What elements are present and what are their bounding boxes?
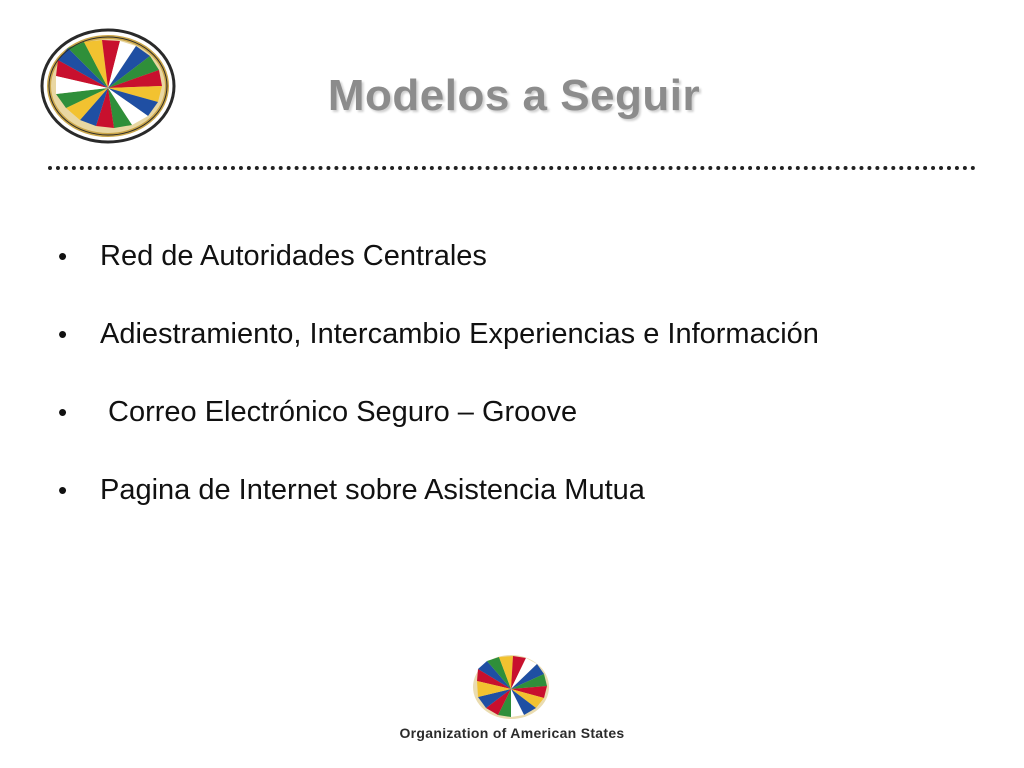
list-item-text: Adiestramiento, Intercambio Experiencias e Información — [100, 318, 819, 350]
slide-title: Modelos a Seguir — [327, 71, 701, 120]
dotted-divider — [48, 166, 976, 170]
bullet-icon: • — [58, 241, 68, 271]
bullet-icon: • — [58, 475, 68, 505]
oas-emblem-icon — [470, 652, 552, 722]
list-item-text: Correo Electrónico Seguro – Groove — [108, 396, 578, 428]
list-item-text: Red de Autoridades Centrales — [100, 240, 487, 272]
bullet-icon: • — [58, 319, 68, 349]
footer-organization-name: Organization of American States — [399, 725, 625, 741]
bullet-icon: • — [58, 397, 68, 427]
list-item-text: Pagina de Internet sobre Asistencia Mutua — [100, 474, 645, 506]
